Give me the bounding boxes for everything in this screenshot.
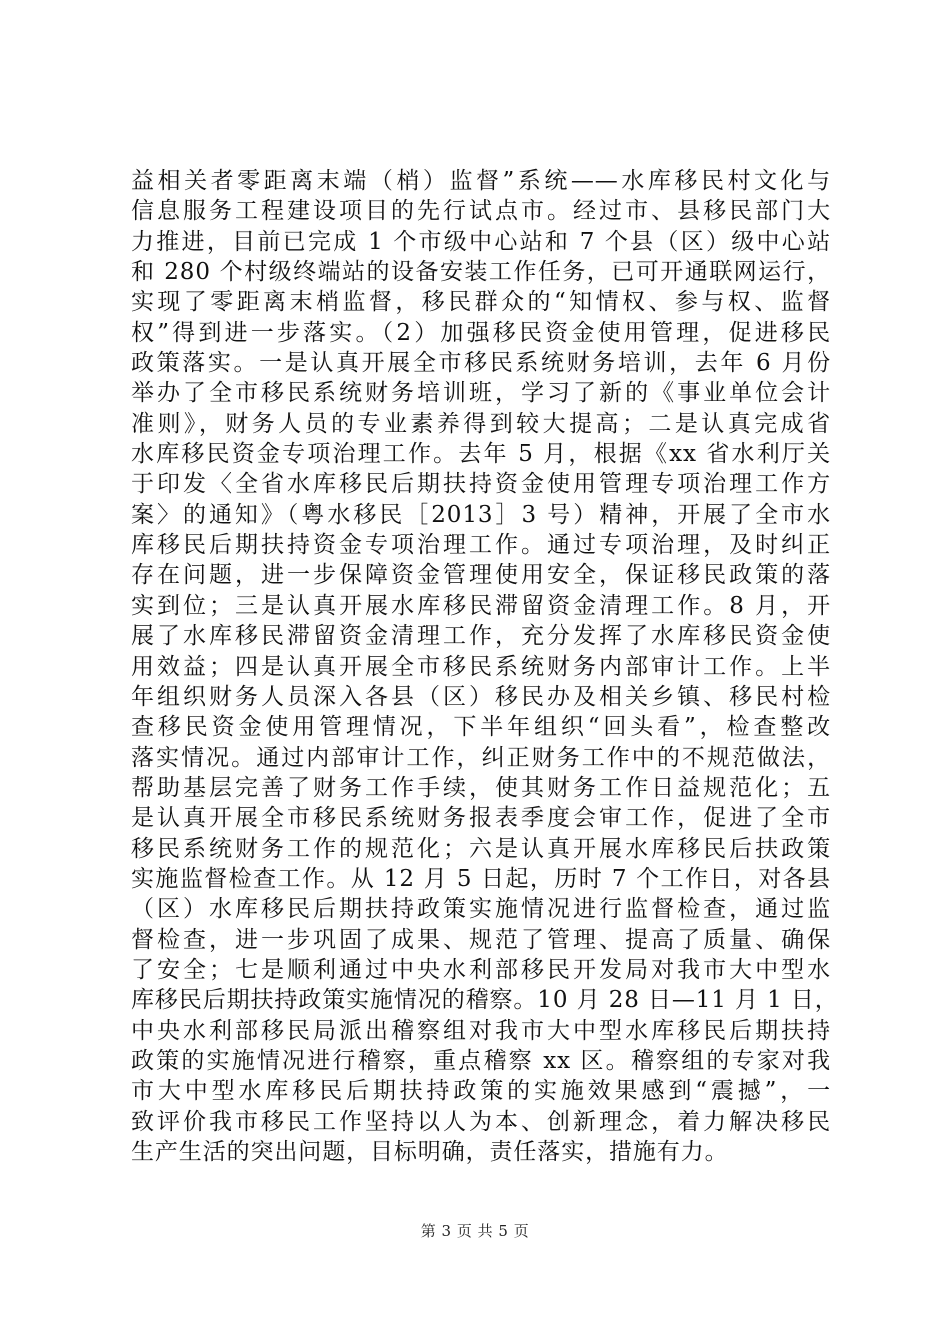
text-line: 实施监督检查工作。从 12 月 5 日起，历时 7 个工作日，对各县 [131,865,831,892]
text-line: 案〉的通知》（粤水移民［2013］3 号）精神，开展了全市水 [131,501,831,528]
text-line: （区）水库移民后期扶持政策实施情况进行监督检查，通过监 [131,896,831,923]
text-line: 移民系统财务工作的规范化；六是认真开展水库移民后扶政策 [131,835,831,862]
text-line: 实到位；三是认真开展水库移民滞留资金清理工作。8 月，开 [131,592,831,619]
text-line: 库移民后期扶持政策实施情况的稽察。10 月 28 日—11 月 1 日， [131,987,839,1014]
text-line: 了安全；七是顺利通过中央水利部移民开发局对我市大中型水 [131,956,831,983]
body-paragraph [131,166,839,1167]
text-line: 展了水库移民滞留资金清理工作，充分发挥了水库移民资金使 [131,623,831,650]
text-line: 中央水利部移民局派出稽察组对我市大中型水库移民后期扶持 [131,1017,831,1044]
page-number-footer: 第 3 页 共 5 页 [420,1222,530,1240]
text-line: 政策的实施情况进行稽察，重点稽察 xx 区。稽察组的专家对我 [131,1047,831,1074]
text-line: 信息服务工程建设项目的先行试点市。经过市、县移民部门大 [131,198,831,225]
text-line: 市大中型水库移民后期扶持政策的实施效果感到“震撼”，一 [131,1078,831,1105]
text-line: 举办了全市移民系统财务培训班，学习了新的《事业单位会计 [131,380,831,407]
text-line: 帮助基层完善了财务工作手续，使其财务工作日益规范化；五 [131,774,831,801]
text-line: 落实情况。通过内部审计工作，纠正财务工作中的不规范做法， [131,744,831,771]
text-line: 权”得到进一步落实。（2）加强移民资金使用管理，促进移民 [131,319,831,346]
text-line: 实现了零距离末梢监督，移民群众的“知情权、参与权、监督 [131,289,831,316]
text-line: 年组织财务人员深入各县（区）移民办及相关乡镇、移民村检 [131,683,831,710]
text-line: 用效益；四是认真开展全市移民系统财务内部审计工作。上半 [131,653,831,680]
text-line: 和 280 个村级终端站的设备安装工作任务，已可开通联网运行， [131,259,831,286]
text-line: 益相关者零距离末端（梢）监督”系统——水库移民村文化与 [131,168,831,194]
text-line: 水库移民资金专项治理工作。去年 5 月，根据《xx 省水利厅关 [131,441,831,468]
text-line: 致评价我市移民工作坚持以人为本、创新理念，着力解决移民 [131,1108,831,1135]
text-line: 库移民后期扶持资金专项治理工作。通过专项治理，及时纠正 [131,532,831,559]
text-line: 准则》，财务人员的专业素养得到较大提高；二是认真完成省 [131,410,831,437]
text-line: 政策落实。一是认真开展全市移民系统财务培训，去年 6 月份 [131,350,831,377]
text-line: 于印发〈全省水库移民后期扶持资金使用管理专项治理工作方 [131,471,831,498]
text-line: 存在问题，进一步保障资金管理使用安全，保证移民政策的落 [131,562,831,589]
text-line: 生产生活的突出问题，目标明确，责任落实，措施有力。 [131,1139,729,1165]
text-line: 督检查，进一步巩固了成果、规范了管理、提高了质量、确保 [131,926,831,953]
text-line: 查移民资金使用管理情况，下半年组织“回头看”，检查整改 [131,714,831,741]
text-line: 力推进，目前已完成 1 个市级中心站和 7 个县（区）级中心站 [131,228,831,255]
text-line: 是认真开展全市移民系统财务报表季度会审工作，促进了全市 [131,805,831,832]
